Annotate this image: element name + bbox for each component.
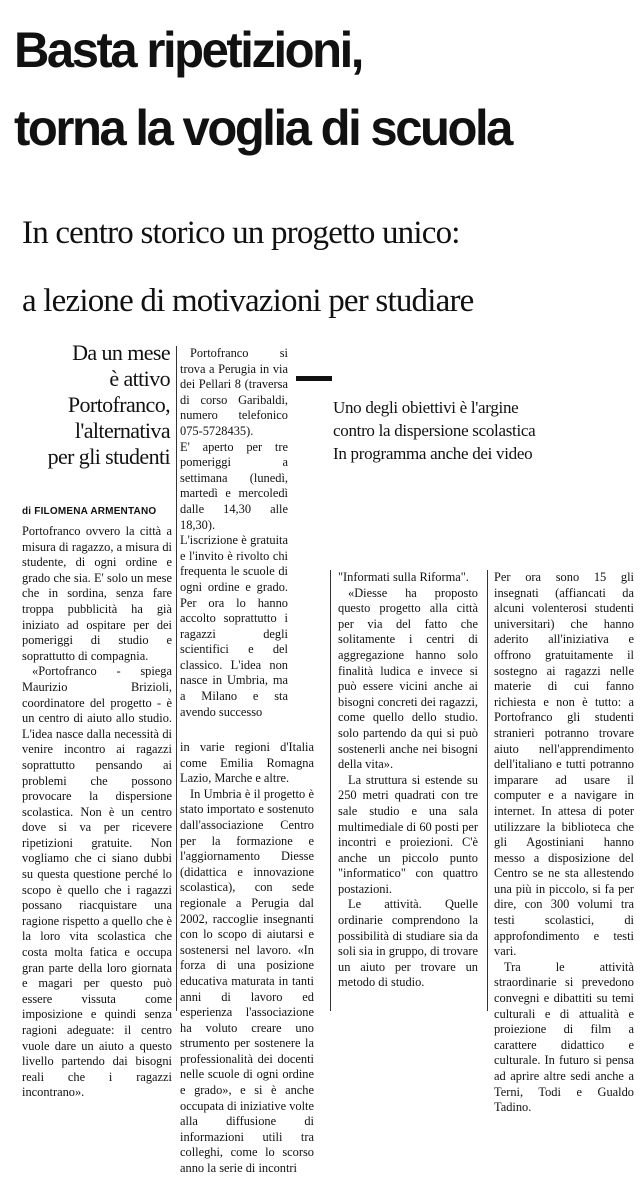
subheadline-line-2: a lezione di motivazioni per studiare xyxy=(22,283,474,319)
paragraph: "Informati sulla Riforma". xyxy=(338,570,469,584)
paragraph: in varie regioni d'Italia come Emilia Romagna Lazio, Marche e altre. xyxy=(180,740,314,786)
paragraph: «Diesse ha proposto questo progetto alla città per via del fatto che solitamente i centri di aggregazione hanno solo finalità ludica e invece si può essere vicini anche ai bisogni concreti dei ragazzi, come quello dello studio. solo partendo da qui si può sostenerli anche nei bisogni della vita». xyxy=(338,585,478,772)
article-column-2-bottom xyxy=(180,740,314,1177)
paragraph: Portofranco si trova a Perugia in via dei Pellari 8 (traversa di corso Garibaldi, numero telefonico 075-5728435). xyxy=(180,346,288,438)
column-divider xyxy=(487,570,488,1011)
deck-line: Portofranco, xyxy=(67,392,170,417)
callout-marker xyxy=(296,376,332,381)
paragraph: La struttura si estende su 250 metri quadrati con tre sale studio e una sala multimediale di 60 posti per incontri e proiezioni. C'è anche un piccolo punto "informatico" con quattro postazioni. xyxy=(338,772,478,896)
deck xyxy=(20,340,170,470)
article-column-1 xyxy=(22,524,172,1101)
pull-quote-line: contro la dispersione scolastica xyxy=(333,421,536,440)
paragraph: L'iscrizione è gratuita e l'invito è rivolto chi frequenta le scuole di ogni ordine e grado. Per ora lo hanno accolto soprattutto i ragazzi degli scientifici e del classico. L'idea non nasce in Umbria, ma a Milano e sta avendo successo xyxy=(180,533,288,719)
paragraph: Per ora sono 15 gli insegnati (affiancati da alcuni volenterosi studenti universitari) che hanno aderito all'iniziativa e offrono gratuitamente il sostegno ai ragazzi nelle materie di cui fanno richiesta e non è tutto: a Portofranco gli studenti stranieri potranno trovare aiuto nell'apprendimento dell'italiano e tutti potranno imparare ad usare il computer e a navigare in internet. In attesa di poter utilizzare la biblioteca che gli Agostiniani hanno messo a disposizione del Centro se ne sta allestendo una più in piccolo, si fa per dire, con 300 volumi tra testi scolastici, di approfondimento e testi vari. xyxy=(494,570,634,959)
pull-quote-line: Uno degli obiettivi è l'argine xyxy=(333,398,519,417)
paragraph: Le attività. Quelle ordinarie comprendono la possibilità di studiare sia da soli sia in gruppo, di trovare un aiuto per trovare un metodo di studio. xyxy=(338,897,478,990)
deck-line: per gli studenti xyxy=(47,444,170,469)
byline: di FILOMENA ARMENTANO xyxy=(22,506,157,517)
article-column-2-top xyxy=(180,346,288,720)
article-column-4 xyxy=(494,570,634,1116)
pull-quote-line: In programma anche dei video xyxy=(333,444,533,463)
column-divider xyxy=(330,570,331,1011)
column-divider xyxy=(176,346,177,1011)
paragraph: In Umbria è il progetto è stato importato e sostenuto dall'associazione Centro per la formazione e l'aggiornamento Diesse (didattica e innovazione scolastica), con sede regionale a Perugia dal 2002, raccoglie insegnanti con lo scopo di aiutarsi e sostenersi nel lavoro. «In forza di una posizione educativa maturata in tanti anni di lavoro ed esperienza l'associazione ha voluto creare uno strumento per sostenere la professionalità dei docenti nelle scuole di ogni ordine e grado», e si è anche occupata di iniziative volte alla diffusione di informazioni utili tra colleghi, come lo scorso anno la serie di incontri xyxy=(180,786,314,1176)
paragraph: Portofranco ovvero la città a misura di ragazzo, a misura di studente, di ogni ordine e grado che sia. E' solo un mese che in sordina, senza fare troppa pubblicità ha già iniziato ad ospitare per dei pomeriggi di studio e soprattutto di compagnia. xyxy=(22,524,172,663)
pull-quote xyxy=(333,396,535,465)
paragraph: E' aperto per tre pomeriggi a settimana (lunedì, martedì e mercoledì dalle 14,30 alle 18,30). xyxy=(180,439,288,532)
paragraph: «Portofranco - spiega Maurizio Brizioli, coordinatore del progetto - è un centro di aiuto allo studio. L'idea nasce dalla necessità di venire incontro ai ragazzi soprattutto pensando ai problemi che possono provocare la dispersione scolastica. Non è un centro dove si va per ricevere ripetizioni gratuite. Non vogliamo che ci siano dubbi su questa questione perché lo scopo è quello che i ragazzi possano riacquistare una ragione rispetto a quello che è la loro vita scolastica che costa molta fatica e occupa gran parte della loro giornata e magari per questo può essere vissuta come imposizione e quindi senza ragioni adeguate: il centro vuole dare un aiuto a questo livello partendo dai bisogni reali che i ragazzi incontrano». xyxy=(22,664,172,1100)
paragraph: Tra le attività straordinarie si prevedono convegni e dibattiti su temi culturali e di attualità e proiezione di film a carattere didattico e culturale. In futuro si pensa ad aprire altre sedi anche a Terni, Todi e Gualdo Tadino. xyxy=(494,959,634,1115)
headline-line-2: torna la voglia di scuola xyxy=(14,100,511,156)
headline-line-1: Basta ripetizioni, xyxy=(14,22,362,78)
deck-line: Da un mese xyxy=(72,340,170,365)
article-column-3 xyxy=(338,570,478,991)
deck-line: l'alternativa xyxy=(74,418,170,443)
deck-line: è attivo xyxy=(109,366,170,391)
subheadline-line-1: In centro storico un progetto unico: xyxy=(22,215,460,251)
